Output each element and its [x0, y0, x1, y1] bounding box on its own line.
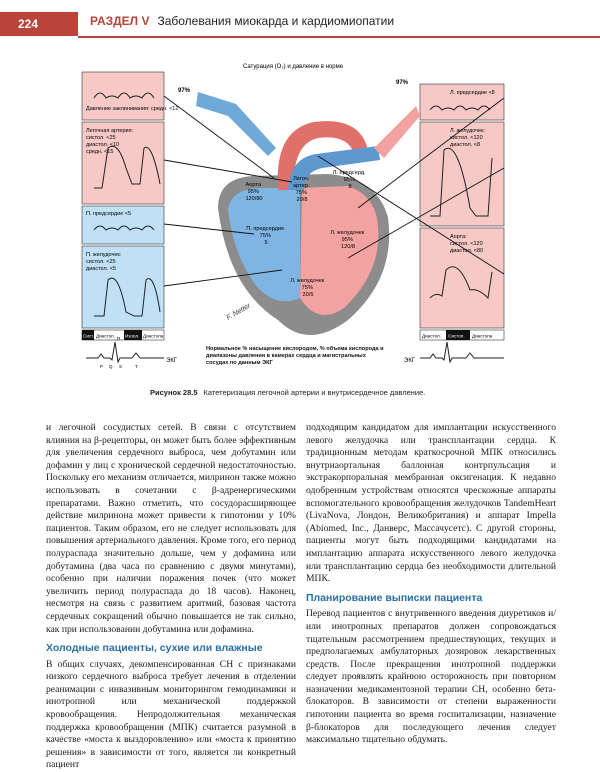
phase-left-3: Изоол. — [125, 333, 140, 339]
vessels-right — [374, 106, 420, 158]
ecg-letter-t: T — [135, 364, 138, 369]
label-pa-dia: диастол. <10 — [86, 142, 120, 148]
heart-rv-3: 20/5 — [302, 292, 314, 298]
vessels-left — [196, 92, 276, 156]
heart-la-2: 95% — [343, 177, 355, 183]
heart-rv-2: 75% — [301, 285, 313, 291]
heart-aorta-3: 120/80 — [245, 196, 263, 202]
label-lv-dia: диастол. <8 — [450, 142, 481, 148]
heart-aorta-2: 95% — [247, 189, 259, 195]
label-wedge: Давление заклинивания: средн. <12 — [86, 106, 179, 112]
figure-catheterization — [78, 58, 508, 378]
text-column-right — [306, 422, 556, 747]
heart-la-3: 8 — [348, 184, 352, 190]
heart-rv-1: Л. желудочек — [290, 278, 325, 284]
label-rv-sys: систол. <25 — [86, 259, 116, 265]
pct-left-top: 97% — [178, 88, 191, 94]
paragraph-left-2: В общих случаях, декомпенсированная СН с признаками низкого сердечного выброса требует лечения в отделении реанимации с инвазивным мониторингом гемодинамики и инотропной или механической поддержкой кровообращения. Непродолжительная механическая поддержка кровообращения (МПК) считается разумной в качестве «моста к выздоровлению» или «моста к принятию решения» в зависимости от того, является ли конкретный пациент — [46, 658, 296, 771]
page-number: 224 — [0, 12, 78, 36]
right-panels — [404, 84, 504, 364]
heart-pa-2: артер. — [293, 183, 310, 189]
text-column-left — [46, 422, 296, 772]
heart-lv-3: 120/8 — [341, 244, 355, 250]
label-pa-mean: средн. <15 — [86, 149, 114, 155]
ecg-label-right: ЭКГ — [404, 358, 416, 364]
heart-la-1: Л. предсерд. — [332, 170, 366, 176]
figure-legend: Нормальное % насыщение кислородом, % объема кислорода и диапазоны давления в камерах сердца и магистральных сосудах по данным ЭКГ — [206, 346, 384, 366]
heart-lv-1: Л. желудочек — [330, 230, 365, 236]
running-title — [90, 14, 394, 28]
caption-label: Рисунок 28.5 — [150, 388, 198, 397]
left-panels — [82, 72, 178, 369]
heart-pa-1: Легоч. — [293, 176, 310, 182]
label-ao-dia: диастол. <80 — [450, 248, 484, 254]
panel-wedge — [82, 72, 164, 120]
heart-aorta-1: Аорта — [245, 182, 261, 188]
figure-title: Сатурация (O₂) и давление в норме — [242, 64, 344, 70]
ecg-letter-s: S — [119, 364, 123, 369]
phase-left-2: Диастол. — [96, 333, 115, 339]
paragraph-right-1: подходящим кандидатом для имплантации искусственного левого желудочка или трансплантации сердца. К традиционным методам краткосрочной МПК относились внутриаортальная баллонная контрпульсация и экстракорпоральная мембранная оксигенация. К недавно одобренным устройствам относятся чрескожные аппараты вспомогательного кровообращения желудочков TandemHeart (LivaNova, Лондон, Великобритания) и аппарат Impella (Abiomed, Inc., Данверс, Массачусетс). С другой стороны, пациенты могут быть подходящими кандидатами на имплантацию аппарата искусственного левого желудочка или трансплантацию сердца без необходимости длительной МПК. — [306, 422, 556, 585]
phase-right-2: Систол. — [448, 333, 465, 339]
ecg-label-left: ЭКГ — [166, 358, 178, 364]
ecg-trace-right — [420, 342, 504, 362]
heart-ra-2: 75% — [259, 233, 271, 239]
heart-ra-3: 5 — [264, 240, 268, 246]
page-header — [0, 0, 600, 36]
ecg-trace-left — [86, 342, 164, 362]
phase-left-4: Диастола — [143, 333, 164, 339]
paragraph-left-1: и легочной сосудистых сетей. В связи с отсутствием влияния на β-рецепторы, он может быть более эффективным для увеличения сердечного выброса, чем добутамин или дофамин у лиц с хронической сердечной недостаточностью. Поскольку его механизм отличается, милринон также можно использовать в сочетании с β-адренергическими препаратами. Важно отметить, что сосудорасширяющее действие милринона может привести к гипотонии у 10% пациентов. Таким образом, его не следует использовать для повышения артериального давления. Кроме того, его период полураспада значительно дольше, чем у дофамина или добутамина (два часа по сравнению с двумя минутами), особенно при наличии поражения почек (что может увеличить период полураспада до 18 часов). Наконец, несмотря на связь с развитием аритмий, базовая частота сердечных сокращений обычно повышается не так сильно, как при использовании добутамина или дофамина. — [46, 422, 296, 635]
ecg-letter-r: R — [117, 336, 121, 341]
ecg-letter-p: P — [100, 364, 103, 369]
chapter-title: Заболевания миокарда и кардиомиопатии — [157, 14, 395, 28]
phase-left-1: Сист. — [83, 333, 95, 339]
figure-illustration — [78, 58, 508, 378]
heart-ra-1: П. предсердие — [246, 226, 285, 232]
artist-signature: F. Netter — [225, 302, 252, 322]
heading-cold-patients: Холодные пациенты, сухие или влажные — [46, 642, 263, 655]
svg-text:Давление заклинивания: средн. — [86, 106, 178, 112]
label-ra: П. предсердие <5 — [86, 211, 132, 217]
label-pa-title: Легочная артерия: — [86, 128, 134, 134]
header-rule — [78, 36, 600, 38]
label-rv-dia: диастол. <5 — [86, 266, 117, 272]
heading-discharge-planning: Планирование выписки пациента — [306, 591, 483, 604]
phase-right-1: Диастол. — [422, 333, 441, 339]
heart-pa-4: 20/8 — [296, 197, 308, 203]
paragraph-right-2: Перевод пациентов с внутривенного введения диуретиков и/или инотропных препаратов должен сопровождаться тщательным рассмотрением предшествующих, текущих и предполагаемых амбулаторных дозировок лекарственных средств. После прекращения инотропной поддержки следует проявлять крайнюю осторожность при повторном назначении медикаментозной терапии СН, особенно бета-блокаторов. В зависимости от степени выраженности гипотонии пациента во время госпитализации, назначение β-блокаторов для последующего лечения следует максимально тщательно обдумать. — [306, 608, 556, 746]
label-pa-sys: систол. <25 — [86, 135, 116, 141]
label-ao-title: Аорта: — [450, 234, 467, 240]
label-lv-title: Л. желудочек: — [450, 128, 486, 134]
svg-text:Аорта 95% 120/80 — [245, 182, 262, 202]
label-la: Л. предсердие <8 — [450, 90, 495, 96]
label-lv-sys: систол. <120 — [450, 135, 483, 141]
heart-pa-3: 75% — [295, 190, 307, 196]
svg-text:Диастол. Систол. Д — [422, 334, 493, 339]
label-rv-title: П. желудочек: — [86, 252, 122, 258]
figure-caption — [150, 388, 425, 397]
heart-lv-2: 95% — [341, 237, 353, 243]
caption-text: Катетеризация легочной артерии и внутрисердечное давление. — [203, 388, 426, 397]
label-ao-sys: систол. <120 — [450, 241, 483, 247]
ecg-letter-q: Q — [109, 364, 113, 369]
section-label: РАЗДЕЛ V — [90, 14, 150, 28]
pct-right-top: 97% — [396, 80, 409, 86]
phase-right-3: Диастола — [472, 333, 493, 339]
figure-legend-box — [206, 346, 386, 376]
